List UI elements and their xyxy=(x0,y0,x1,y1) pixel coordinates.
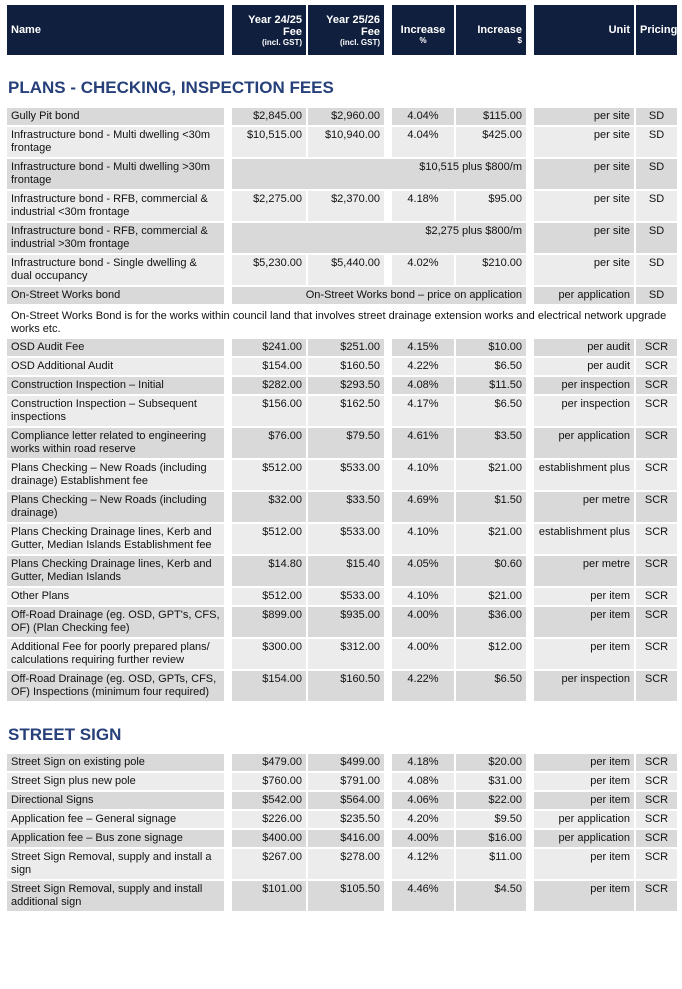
table-row xyxy=(7,849,677,881)
row-fee-2526: $162.50 xyxy=(308,396,384,428)
row-increase-amt: $6.50 xyxy=(456,358,526,377)
row-fee-2526: $293.50 xyxy=(308,377,384,396)
table-row xyxy=(7,339,677,358)
row-fee-2526: $533.00 xyxy=(308,460,384,492)
row-increase-pct: 4.17% xyxy=(392,396,454,428)
row-pricing: SCR xyxy=(636,754,677,773)
row-name: Infrastructure bond - Multi dwelling <30m frontage xyxy=(7,127,224,159)
row-fee-2425: $512.00 xyxy=(232,460,306,492)
row-unit: per site xyxy=(534,127,634,159)
row-name: Plans Checking – New Roads (including drainage) Establishment fee xyxy=(7,460,224,492)
row-increase-amt: $21.00 xyxy=(456,524,526,556)
row-name: Street Sign on existing pole xyxy=(7,754,224,773)
table-row xyxy=(7,671,677,703)
row-unit: per audit xyxy=(534,358,634,377)
row-fee-2526: $533.00 xyxy=(308,524,384,556)
row-fee-2526: $105.50 xyxy=(308,881,384,913)
row-fee-2526: $251.00 xyxy=(308,339,384,358)
row-fee-2526: $312.00 xyxy=(308,639,384,671)
row-fee-2526: $5,440.00 xyxy=(308,255,384,287)
row-pricing: SCR xyxy=(636,460,677,492)
row-fee-2425: $154.00 xyxy=(232,671,306,703)
row-name: Other Plans xyxy=(7,588,224,607)
row-fee-2425: $512.00 xyxy=(232,524,306,556)
row-name: Off-Road Drainage (eg. OSD, GPT's, CFS, OF) (Plan Checking fee) xyxy=(7,607,224,639)
row-increase-amt: $425.00 xyxy=(456,127,526,159)
row-unit: establishment plus xyxy=(534,524,634,556)
table-row xyxy=(7,191,677,223)
row-pricing: SD xyxy=(636,127,677,159)
table-row xyxy=(7,108,677,127)
row-increase-pct: 4.22% xyxy=(392,358,454,377)
row-name: Infrastructure bond - RFB, commercial & industrial <30m frontage xyxy=(7,191,224,223)
row-fee-2425: $154.00 xyxy=(232,358,306,377)
street-sign-table xyxy=(5,754,679,913)
table-row xyxy=(7,881,677,913)
row-merged-fee: $10,515 plus $800/m xyxy=(232,159,526,191)
row-name: Gully Pit bond xyxy=(7,108,224,127)
row-fee-2425: $300.00 xyxy=(232,639,306,671)
row-pricing: SD xyxy=(636,287,677,306)
row-fee-2526: $10,940.00 xyxy=(308,127,384,159)
row-increase-amt: $4.50 xyxy=(456,881,526,913)
row-increase-amt: $21.00 xyxy=(456,588,526,607)
row-increase-amt: $36.00 xyxy=(456,607,526,639)
row-pricing: SCR xyxy=(636,607,677,639)
row-name: Additional Fee for poorly prepared plans/ calculations requiring further review xyxy=(7,639,224,671)
row-unit: per application xyxy=(534,428,634,460)
row-pricing: SD xyxy=(636,191,677,223)
row-unit: per metre xyxy=(534,556,634,588)
row-fee-2425: $76.00 xyxy=(232,428,306,460)
row-fee-2526: $278.00 xyxy=(308,849,384,881)
row-name: Street Sign plus new pole xyxy=(7,773,224,792)
header-year2: Year 25/26 Fee (incl. GST) xyxy=(308,5,384,55)
row-pricing: SCR xyxy=(636,588,677,607)
row-increase-pct: 4.10% xyxy=(392,524,454,556)
row-name: Infrastructure bond - Multi dwelling >30m frontage xyxy=(7,159,224,191)
row-pricing: SCR xyxy=(636,428,677,460)
row-fee-2526: $33.50 xyxy=(308,492,384,524)
row-fee-2526: $235.50 xyxy=(308,811,384,830)
row-name: OSD Additional Audit xyxy=(7,358,224,377)
table-row xyxy=(7,524,677,556)
row-name: Off-Road Drainage (eg. OSD, GPTs, CFS, OF) Inspections (minimum four required) xyxy=(7,671,224,703)
row-pricing: SCR xyxy=(636,377,677,396)
table-row xyxy=(7,492,677,524)
row-fee-2526: $935.00 xyxy=(308,607,384,639)
row-fee-2526: $564.00 xyxy=(308,792,384,811)
row-pricing: SCR xyxy=(636,830,677,849)
row-unit: per site xyxy=(534,223,634,255)
row-unit: per site xyxy=(534,159,634,191)
row-increase-pct: 4.20% xyxy=(392,811,454,830)
row-unit: per site xyxy=(534,255,634,287)
row-pricing: SCR xyxy=(636,339,677,358)
row-fee-2425: $2,275.00 xyxy=(232,191,306,223)
header-increase-pct: Increase % xyxy=(392,5,454,55)
row-fee-2425: $400.00 xyxy=(232,830,306,849)
row-name: Directional Signs xyxy=(7,792,224,811)
table-row xyxy=(7,377,677,396)
table-row xyxy=(7,460,677,492)
row-fee-2526: $2,370.00 xyxy=(308,191,384,223)
row-name: Application fee – Bus zone signage xyxy=(7,830,224,849)
row-pricing: SCR xyxy=(636,792,677,811)
section-title-plans: PLANS - CHECKING, INSPECTION FEES xyxy=(8,78,334,97)
table-row xyxy=(7,792,677,811)
row-unit: establishment plus xyxy=(534,460,634,492)
row-unit: per metre xyxy=(534,492,634,524)
row-name: Infrastructure bond - Single dwelling & dual occupancy xyxy=(7,255,224,287)
row-name: Plans Checking – New Roads (including drainage) xyxy=(7,492,224,524)
row-increase-pct: 4.61% xyxy=(392,428,454,460)
row-increase-amt: $12.00 xyxy=(456,639,526,671)
table-row xyxy=(7,811,677,830)
row-increase-amt: $210.00 xyxy=(456,255,526,287)
row-unit: per item xyxy=(534,881,634,913)
row-increase-pct: 4.04% xyxy=(392,127,454,159)
table-row xyxy=(7,287,677,306)
header-unit: Unit xyxy=(534,5,634,55)
row-increase-amt: $11.50 xyxy=(456,377,526,396)
row-unit: per application xyxy=(534,830,634,849)
row-pricing: SCR xyxy=(636,556,677,588)
row-unit: per item xyxy=(534,607,634,639)
row-fee-2526: $15.40 xyxy=(308,556,384,588)
row-pricing: SCR xyxy=(636,849,677,881)
row-fee-2425: $760.00 xyxy=(232,773,306,792)
row-unit: per item xyxy=(534,773,634,792)
table-row xyxy=(7,428,677,460)
row-increase-pct: 4.10% xyxy=(392,588,454,607)
row-increase-amt: $6.50 xyxy=(456,396,526,428)
row-unit: per item xyxy=(534,754,634,773)
row-pricing: SCR xyxy=(636,881,677,913)
row-name: Street Sign Removal, supply and install additional sign xyxy=(7,881,224,913)
row-fee-2425: $241.00 xyxy=(232,339,306,358)
table-row xyxy=(7,159,677,191)
row-unit: per item xyxy=(534,588,634,607)
table-row xyxy=(7,255,677,287)
table-row xyxy=(7,754,677,773)
row-increase-amt: $10.00 xyxy=(456,339,526,358)
row-increase-amt: $0.60 xyxy=(456,556,526,588)
row-fee-2425: $10,515.00 xyxy=(232,127,306,159)
row-fee-2425: $267.00 xyxy=(232,849,306,881)
row-increase-pct: 4.18% xyxy=(392,191,454,223)
fee-table-header xyxy=(5,5,679,55)
row-increase-pct: 4.46% xyxy=(392,881,454,913)
row-increase-pct: 4.15% xyxy=(392,339,454,358)
table-row xyxy=(7,358,677,377)
row-increase-pct: 4.00% xyxy=(392,830,454,849)
row-name: Infrastructure bond - RFB, commercial & industrial >30m frontage xyxy=(7,223,224,255)
table-row xyxy=(7,830,677,849)
row-pricing: SCR xyxy=(636,639,677,671)
plans-fee-table xyxy=(5,339,679,703)
row-unit: per item xyxy=(534,639,634,671)
table-row xyxy=(7,396,677,428)
row-increase-pct: 4.06% xyxy=(392,792,454,811)
row-unit: per application xyxy=(534,811,634,830)
row-name: Application fee – General signage xyxy=(7,811,224,830)
row-unit: per inspection xyxy=(534,671,634,703)
row-fee-2526: $79.50 xyxy=(308,428,384,460)
row-increase-amt: $3.50 xyxy=(456,428,526,460)
row-fee-2425: $32.00 xyxy=(232,492,306,524)
row-unit: per application xyxy=(534,287,634,306)
row-pricing: SD xyxy=(636,223,677,255)
row-pricing: SD xyxy=(636,159,677,191)
table-row xyxy=(7,556,677,588)
row-name: Construction Inspection – Subsequent inspections xyxy=(7,396,224,428)
row-fee-2526: $2,960.00 xyxy=(308,108,384,127)
row-increase-pct: 4.10% xyxy=(392,460,454,492)
table-row xyxy=(7,773,677,792)
row-increase-pct: 4.08% xyxy=(392,377,454,396)
row-increase-pct: 4.18% xyxy=(392,754,454,773)
row-fee-2526: $499.00 xyxy=(308,754,384,773)
row-fee-2425: $101.00 xyxy=(232,881,306,913)
row-fee-2425: $899.00 xyxy=(232,607,306,639)
row-fee-2425: $479.00 xyxy=(232,754,306,773)
row-increase-pct: 4.12% xyxy=(392,849,454,881)
header-name: Name xyxy=(7,5,224,55)
row-increase-pct: 4.00% xyxy=(392,639,454,671)
section-title-street-sign: STREET SIGN xyxy=(8,725,122,744)
table-row xyxy=(7,588,677,607)
row-pricing: SCR xyxy=(636,396,677,428)
row-fee-2425: $2,845.00 xyxy=(232,108,306,127)
row-name: OSD Audit Fee xyxy=(7,339,224,358)
row-name: On-Street Works bond xyxy=(7,287,224,306)
row-pricing: SD xyxy=(636,255,677,287)
table-row xyxy=(7,127,677,159)
table-row xyxy=(7,223,677,255)
row-unit: per item xyxy=(534,792,634,811)
row-increase-amt: $95.00 xyxy=(456,191,526,223)
row-unit: per audit xyxy=(534,339,634,358)
row-name: Plans Checking Drainage lines, Kerb and Gutter, Median Islands Establishment fee xyxy=(7,524,224,556)
row-name: Street Sign Removal, supply and install a sign xyxy=(7,849,224,881)
on-street-works-note: On-Street Works Bond is for the works within council land that involves street drainage extension works and electrical network upgrade works etc. xyxy=(7,306,677,340)
header-pricing: Pricing xyxy=(636,5,677,55)
row-fee-2526: $160.50 xyxy=(308,671,384,703)
row-increase-amt: $21.00 xyxy=(456,460,526,492)
row-increase-pct: 4.08% xyxy=(392,773,454,792)
row-unit: per inspection xyxy=(534,396,634,428)
row-increase-pct: 4.04% xyxy=(392,108,454,127)
row-increase-amt: $11.00 xyxy=(456,849,526,881)
row-fee-2425: $156.00 xyxy=(232,396,306,428)
row-pricing: SCR xyxy=(636,671,677,703)
row-merged-fee: $2,275 plus $800/m xyxy=(232,223,526,255)
row-pricing: SD xyxy=(636,108,677,127)
row-increase-amt: $16.00 xyxy=(456,830,526,849)
row-increase-amt: $20.00 xyxy=(456,754,526,773)
row-fee-2425: $226.00 xyxy=(232,811,306,830)
row-increase-amt: $6.50 xyxy=(456,671,526,703)
row-name: Construction Inspection – Initial xyxy=(7,377,224,396)
row-unit: per item xyxy=(534,849,634,881)
row-pricing: SCR xyxy=(636,773,677,792)
row-pricing: SCR xyxy=(636,358,677,377)
row-unit: per inspection xyxy=(534,377,634,396)
row-name: Plans Checking Drainage lines, Kerb and Gutter, Median Islands xyxy=(7,556,224,588)
row-increase-pct: 4.00% xyxy=(392,607,454,639)
row-pricing: SCR xyxy=(636,524,677,556)
row-increase-pct: 4.69% xyxy=(392,492,454,524)
row-fee-2425: $5,230.00 xyxy=(232,255,306,287)
row-increase-pct: 4.05% xyxy=(392,556,454,588)
row-fee-2425: $542.00 xyxy=(232,792,306,811)
row-fee-2526: $791.00 xyxy=(308,773,384,792)
row-increase-pct: 4.02% xyxy=(392,255,454,287)
table-row xyxy=(7,639,677,671)
row-pricing: SCR xyxy=(636,492,677,524)
row-increase-amt: $9.50 xyxy=(456,811,526,830)
row-pricing: SCR xyxy=(636,811,677,830)
row-fee-2526: $416.00 xyxy=(308,830,384,849)
plans-bond-table xyxy=(5,108,679,340)
row-name: Compliance letter related to engineering works within road reserve xyxy=(7,428,224,460)
row-fee-2526: $533.00 xyxy=(308,588,384,607)
row-unit: per site xyxy=(534,191,634,223)
row-increase-amt: $31.00 xyxy=(456,773,526,792)
row-fee-2425: $14.80 xyxy=(232,556,306,588)
row-increase-amt: $22.00 xyxy=(456,792,526,811)
row-increase-pct: 4.22% xyxy=(392,671,454,703)
row-fee-2425: $282.00 xyxy=(232,377,306,396)
row-increase-amt: $115.00 xyxy=(456,108,526,127)
row-fee-2526: $160.50 xyxy=(308,358,384,377)
header-increase-amt: Increase $ xyxy=(456,5,526,55)
row-fee-2425: $512.00 xyxy=(232,588,306,607)
row-unit: per site xyxy=(534,108,634,127)
table-row xyxy=(7,607,677,639)
row-merged-fee: On-Street Works bond – price on application xyxy=(232,287,526,306)
row-increase-amt: $1.50 xyxy=(456,492,526,524)
header-year1: Year 24/25 Fee (incl. GST) xyxy=(232,5,306,55)
